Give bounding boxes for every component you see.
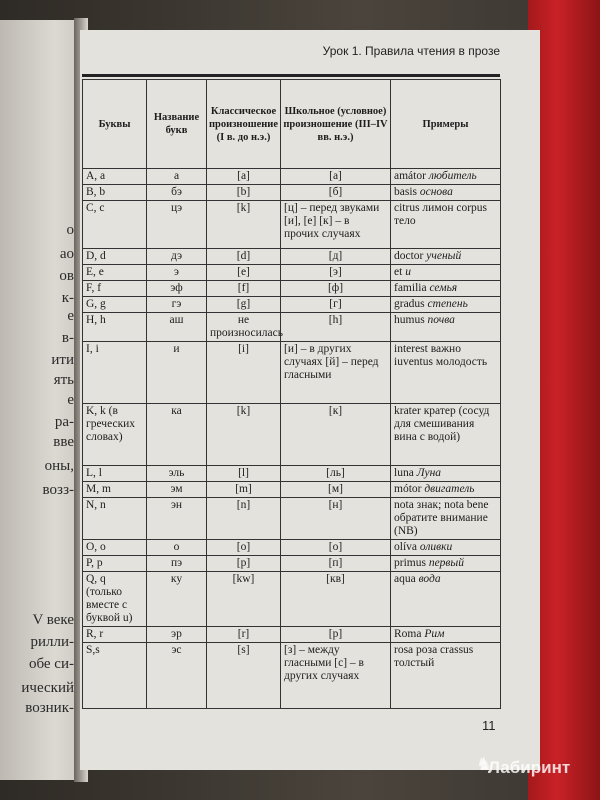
classical-cell: [i] bbox=[207, 342, 281, 404]
example-translation: ученый bbox=[426, 250, 462, 262]
school-cell: [а] bbox=[281, 169, 391, 185]
letter-cell: M, m bbox=[83, 482, 147, 498]
example-word: Roma bbox=[394, 628, 422, 640]
example-cell bbox=[391, 281, 501, 297]
school-cell: [б] bbox=[281, 185, 391, 201]
name-cell: и bbox=[147, 342, 207, 404]
school-cell: [к] bbox=[281, 404, 391, 466]
left-page-text-fragment: ао bbox=[59, 246, 74, 262]
running-header: Урок 1. Правила чтения в прозе bbox=[322, 44, 500, 58]
example-cell bbox=[391, 185, 501, 201]
right-page bbox=[80, 30, 540, 770]
table-row bbox=[83, 265, 501, 281]
table-row bbox=[83, 540, 501, 556]
table-row bbox=[83, 466, 501, 482]
school-cell: [н] bbox=[281, 498, 391, 540]
school-cell: [п] bbox=[281, 556, 391, 572]
classical-cell: [f] bbox=[207, 281, 281, 297]
name-cell: ка bbox=[147, 404, 207, 466]
letter-cell: P, p bbox=[83, 556, 147, 572]
school-cell: [о] bbox=[281, 540, 391, 556]
example-cell bbox=[391, 169, 501, 185]
school-cell: [м] bbox=[281, 482, 391, 498]
letter-cell: I, i bbox=[83, 342, 147, 404]
left-page-text-fragment: о bbox=[66, 222, 74, 238]
example-word: aqua bbox=[394, 573, 416, 585]
school-cell: [ц] – перед звуками [и], [е] [к] – в прочих случаях bbox=[281, 201, 391, 249]
letter-cell: A, a bbox=[83, 169, 147, 185]
col-header-letters: Буквы bbox=[83, 80, 147, 169]
left-page-text-fragment: вве bbox=[53, 434, 74, 450]
example-cell bbox=[391, 249, 501, 265]
example-translation: двигатель bbox=[424, 483, 475, 495]
left-page-text-fragment: ра- bbox=[54, 414, 74, 430]
table-row bbox=[83, 498, 501, 540]
left-page-text-fragment: ический bbox=[21, 680, 74, 696]
left-page-text-fragment: е bbox=[67, 308, 74, 324]
example-cell bbox=[391, 313, 501, 342]
letter-cell: G, g bbox=[83, 297, 147, 313]
left-page-text-fragment: оны, bbox=[44, 458, 74, 474]
example-cell bbox=[391, 404, 501, 466]
name-cell: эс bbox=[147, 643, 207, 709]
page-number: 11 bbox=[482, 718, 496, 733]
letter-cell: D, d bbox=[83, 249, 147, 265]
letter-cell: K, k (в греческих словах) bbox=[83, 404, 147, 466]
example-word: nota знак; nota bene обратите внимание (NB) bbox=[394, 499, 489, 537]
name-cell: э bbox=[147, 265, 207, 281]
table-row bbox=[83, 201, 501, 249]
col-header-examples: Примеры bbox=[391, 80, 501, 169]
table-row bbox=[83, 281, 501, 297]
watermark: Лабиринт bbox=[488, 758, 571, 777]
classical-cell: [e] bbox=[207, 265, 281, 281]
example-cell bbox=[391, 297, 501, 313]
example-word: gradus bbox=[394, 298, 425, 310]
school-cell: [г] bbox=[281, 297, 391, 313]
example-word: primus bbox=[394, 557, 426, 569]
name-cell: аш bbox=[147, 313, 207, 342]
table-row bbox=[83, 556, 501, 572]
left-page-text-fragment: рилли- bbox=[30, 634, 74, 650]
example-cell bbox=[391, 342, 501, 404]
example-cell bbox=[391, 556, 501, 572]
left-page-text-fragment: ять bbox=[53, 372, 74, 388]
example-translation: Луна bbox=[416, 467, 442, 479]
example-word: amátor bbox=[394, 170, 426, 182]
example-translation: любитель bbox=[428, 170, 477, 182]
letter-cell: E, e bbox=[83, 265, 147, 281]
name-cell: эф bbox=[147, 281, 207, 297]
table-row bbox=[83, 185, 501, 201]
table-row bbox=[83, 342, 501, 404]
example-translation: вода bbox=[418, 573, 441, 585]
example-translation: почва bbox=[427, 314, 455, 326]
left-page-text-fragment: к- bbox=[61, 290, 74, 306]
table-row bbox=[83, 249, 501, 265]
letter-cell: H, h bbox=[83, 313, 147, 342]
name-cell: а bbox=[147, 169, 207, 185]
classical-cell: [k] bbox=[207, 404, 281, 466]
col-header-classical: Классическое произношение (I в. до н.э.) bbox=[207, 80, 281, 169]
example-word: mótor bbox=[394, 483, 422, 495]
letter-cell: Q, q (только вместе с буквой u) bbox=[83, 572, 147, 627]
name-cell: гэ bbox=[147, 297, 207, 313]
name-cell: о bbox=[147, 540, 207, 556]
col-header-letter-names: Название букв bbox=[147, 80, 207, 169]
example-cell bbox=[391, 466, 501, 482]
name-cell: эн bbox=[147, 498, 207, 540]
school-cell: [э] bbox=[281, 265, 391, 281]
letter-cell: N, n bbox=[83, 498, 147, 540]
name-cell: дэ bbox=[147, 249, 207, 265]
example-translation: степень bbox=[427, 298, 468, 310]
name-cell: цэ bbox=[147, 201, 207, 249]
example-cell bbox=[391, 201, 501, 249]
letter-cell: O, o bbox=[83, 540, 147, 556]
name-cell: ку bbox=[147, 572, 207, 627]
left-page-text-fragment: е bbox=[67, 392, 74, 408]
example-cell bbox=[391, 540, 501, 556]
example-cell bbox=[391, 498, 501, 540]
school-cell: [р] bbox=[281, 627, 391, 643]
school-cell: [кв] bbox=[281, 572, 391, 627]
name-cell: пэ bbox=[147, 556, 207, 572]
table-row bbox=[83, 297, 501, 313]
header-rule bbox=[82, 74, 500, 77]
left-page-text-fragment: в- bbox=[61, 330, 74, 346]
left-page-text-fragment: V веке bbox=[32, 612, 74, 628]
classical-cell: [o] bbox=[207, 540, 281, 556]
letter-cell: R, r bbox=[83, 627, 147, 643]
left-page-text-fragment: ов bbox=[59, 268, 74, 284]
example-word: et bbox=[394, 266, 403, 278]
example-translation: Рим bbox=[424, 628, 445, 640]
example-cell bbox=[391, 265, 501, 281]
example-translation: семья bbox=[429, 282, 458, 294]
left-page bbox=[0, 20, 78, 780]
school-cell: [h] bbox=[281, 313, 391, 342]
example-cell bbox=[391, 482, 501, 498]
letter-cell: F, f bbox=[83, 281, 147, 297]
table-header-row bbox=[83, 80, 501, 169]
example-translation: основа bbox=[419, 186, 453, 198]
table-row bbox=[83, 404, 501, 466]
example-word: interest важно iuventus молодость bbox=[394, 343, 488, 368]
table-row bbox=[83, 482, 501, 498]
left-page-text-fragment: ити bbox=[51, 352, 74, 368]
classical-cell: [d] bbox=[207, 249, 281, 265]
classical-cell: [s] bbox=[207, 643, 281, 709]
letter-cell: L, l bbox=[83, 466, 147, 482]
classical-cell: [r] bbox=[207, 627, 281, 643]
classical-cell: [m] bbox=[207, 482, 281, 498]
classical-cell: [p] bbox=[207, 556, 281, 572]
example-cell bbox=[391, 627, 501, 643]
example-cell bbox=[391, 643, 501, 709]
example-translation: оливки bbox=[419, 541, 453, 553]
table-row bbox=[83, 627, 501, 643]
letter-cell: C, c bbox=[83, 201, 147, 249]
school-cell: [з] – между гласными [с] – в других случаях bbox=[281, 643, 391, 709]
classical-cell: [k] bbox=[207, 201, 281, 249]
letter-cell: S,s bbox=[83, 643, 147, 709]
letter-cell: B, b bbox=[83, 185, 147, 201]
classical-cell: не произносилась bbox=[207, 313, 281, 342]
school-cell: [и] – в других случаях [й] – перед гласными bbox=[281, 342, 391, 404]
classical-cell: [l] bbox=[207, 466, 281, 482]
example-word: basis bbox=[394, 186, 417, 198]
table-row bbox=[83, 572, 501, 627]
name-cell: эр bbox=[147, 627, 207, 643]
example-word: olíva bbox=[394, 541, 417, 553]
left-page-text-fragment: возник- bbox=[25, 700, 74, 716]
school-cell: [ль] bbox=[281, 466, 391, 482]
school-cell: [д] bbox=[281, 249, 391, 265]
example-word: humus bbox=[394, 314, 425, 326]
left-page-text-fragment: обе си- bbox=[28, 656, 74, 672]
classical-cell: [а] bbox=[207, 169, 281, 185]
school-cell: [ф] bbox=[281, 281, 391, 297]
example-cell bbox=[391, 572, 501, 627]
example-word: doctor bbox=[394, 250, 424, 262]
table-row bbox=[83, 313, 501, 342]
col-header-school: Школьное (условное) произношение (III–IV вв. н.э.) bbox=[281, 80, 391, 169]
example-word: rosa роза crassus толстый bbox=[394, 644, 474, 669]
example-word: familia bbox=[394, 282, 427, 294]
labirint-logo-icon: ♞ bbox=[476, 754, 493, 774]
example-translation: и bbox=[405, 266, 411, 278]
example-word: citrus лимон corpus тело bbox=[394, 202, 488, 227]
example-word: luna bbox=[394, 467, 414, 479]
table-row bbox=[83, 643, 501, 709]
classical-cell: [kw] bbox=[207, 572, 281, 627]
left-page-text-fragment: возз- bbox=[42, 482, 74, 498]
pronunciation-table bbox=[82, 79, 501, 709]
name-cell: бэ bbox=[147, 185, 207, 201]
example-word: krater кратер (сосуд для смешивания вина с водой) bbox=[394, 405, 490, 443]
example-translation: первый bbox=[428, 557, 464, 569]
classical-cell: [g] bbox=[207, 297, 281, 313]
classical-cell: [n] bbox=[207, 498, 281, 540]
classical-cell: [b] bbox=[207, 185, 281, 201]
name-cell: эль bbox=[147, 466, 207, 482]
name-cell: эм bbox=[147, 482, 207, 498]
table-row bbox=[83, 169, 501, 185]
